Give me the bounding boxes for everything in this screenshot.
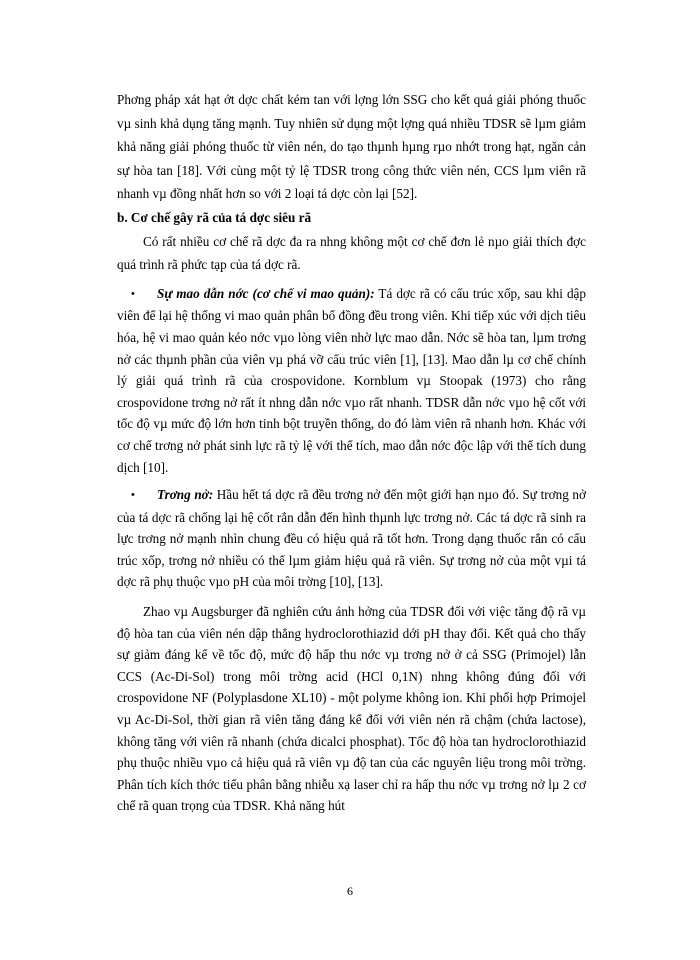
paragraph-ssg-granulation: Phơng pháp xát hạt ớt dợc chất kém tan với lợng lớn SSG cho kết quả giải phóng thuốc vµ sinh khả dụng tăng mạnh. Tuy nhiên sử dụng một lợng quá nhiều TDSR sẽ lµm giảm khả năng giải phóng thuốc từ viên nén, do tạo thµnh hµng rµo nhớt trong hạt, ngăn cản sự hòa tan [18]. Với cùng một tỷ lệ TDSR trong công thức viên nén, CCS lµm viên rã nhanh vµ đồng nhất hơn so với 2 loại tá dợc còn lại [52]. bbox=[117, 92, 586, 202]
bullet-swelling-text: Hầu hết tá dợc rã đều trơng nở đến một giới hạn nµo đó. Sự trơng nở của tá dợc rã chống lại hệ cốt rắn dẫn đến hình thµnh lực trơng nở. Các tá dợc rã sinh ra lực trơng nở mạnh nhìn chung đều có hiệu quả rã tốt hơn. Trong dạng thuốc rắn có cấu trúc xốp, trơng nở nhiều có thể lµm giảm hiệu quả rã viên. Sự trơng nở của một vµi tá dợc rã phụ thuộc vµo pH của môi trờng [10], [13]. bbox=[117, 487, 586, 590]
page-number: 6 bbox=[347, 884, 353, 898]
bullet-dot-icon: • bbox=[131, 489, 135, 502]
bullet-dot-icon: • bbox=[131, 287, 135, 300]
page-body bbox=[117, 88, 586, 817]
paragraph-mechanisms-intro: Có rất nhiều cơ chế rã dợc đa ra nhng không một cơ chế đơn lẻ nµo giải thích đợc quá trình rã phức tạp của tá dợc rã. bbox=[117, 233, 586, 273]
paragraph-zhao-augsburger: Zhao vµ Augsburger đã nghiên cứu ảnh hởng của TDSR đối với việc tăng độ rã vµ độ hòa tan của viên nén dập thẳng hydroclorothiazid dới pH thay đổi. Kết quả cho thấy sự giảm đáng kể về tốc độ, mức độ hấp thu nớc vµ trơng nở ở cả SSG (Primojel) lẫn CCS (Ac-Di-Sol) trong môi trờng acid (HCl 0,1N) nhng không đúng đối với crospovidone NF (Polyplasdone XL10) - một polyme không ion. Khi phối hợp Primojel vµ Ac-Di-Sol, thời gian rã viên tăng đáng kể đối với viên nén rã chậm (chứa lactose), không tăng với viên rã nhanh (chứa dicalci phosphat). Tốc độ hòa tan hydroclorothiazid phụ thuộc nhiều vµo cả hiệu quả rã viên vµ độ tan của các nguyên liệu trong môi trờng. Phân tích kích thớc tiểu phân bằng nhiễu xạ laser chỉ ra hấp thu nớc vµ trơng nở lµ 2 cơ chế rã quan trọng của TDSR. Khả năng hút bbox=[117, 604, 586, 814]
section-heading-mechanism: b. Cơ chế gây rã của tá dợc siêu rã bbox=[117, 209, 312, 225]
bullet-capillary bbox=[117, 283, 586, 478]
bullet-swelling bbox=[117, 484, 586, 593]
bullet-swelling-title: Trơng nở: bbox=[157, 487, 214, 503]
bullet-capillary-text: Tá dợc rã có cấu trúc xốp, sau khi dập viên để lại hệ thống vi mao quản phân bố đồng đều trong viên. Khi tiếp xúc với dịch tiêu hóa, hệ vi mao quản kéo nớc vµo lòng viên nhờ lực mao dẫn. Nớc sẽ hòa tan, lµm trơng nở các thµnh phần của viên vµ phá vỡ cấu trúc viên [1], [13]. Mao dẫn lµ cơ chế chính lý giải quá trình rã của crospovidone. Kornblum vµ Stoopak (1973) cho rằng crospovidone trơng nở rất ít nhng dẫn nớc vµo rất nhanh. TDSR dẫn nớc vµo hệ cốt với tốc độ vµ mức độ lớn hơn tinh bột truyền thống, do đó làm viên rã nhanh hơn. Khác với cơ chế trơng nở phát sinh lực rã tỷ lệ với thể tích, mao dẫn nớc độc lập với thể tích dung dịch [10]. bbox=[117, 285, 586, 475]
bullet-capillary-title: Sự mao dẫn nớc (cơ chế vi mao quản): bbox=[157, 285, 375, 301]
